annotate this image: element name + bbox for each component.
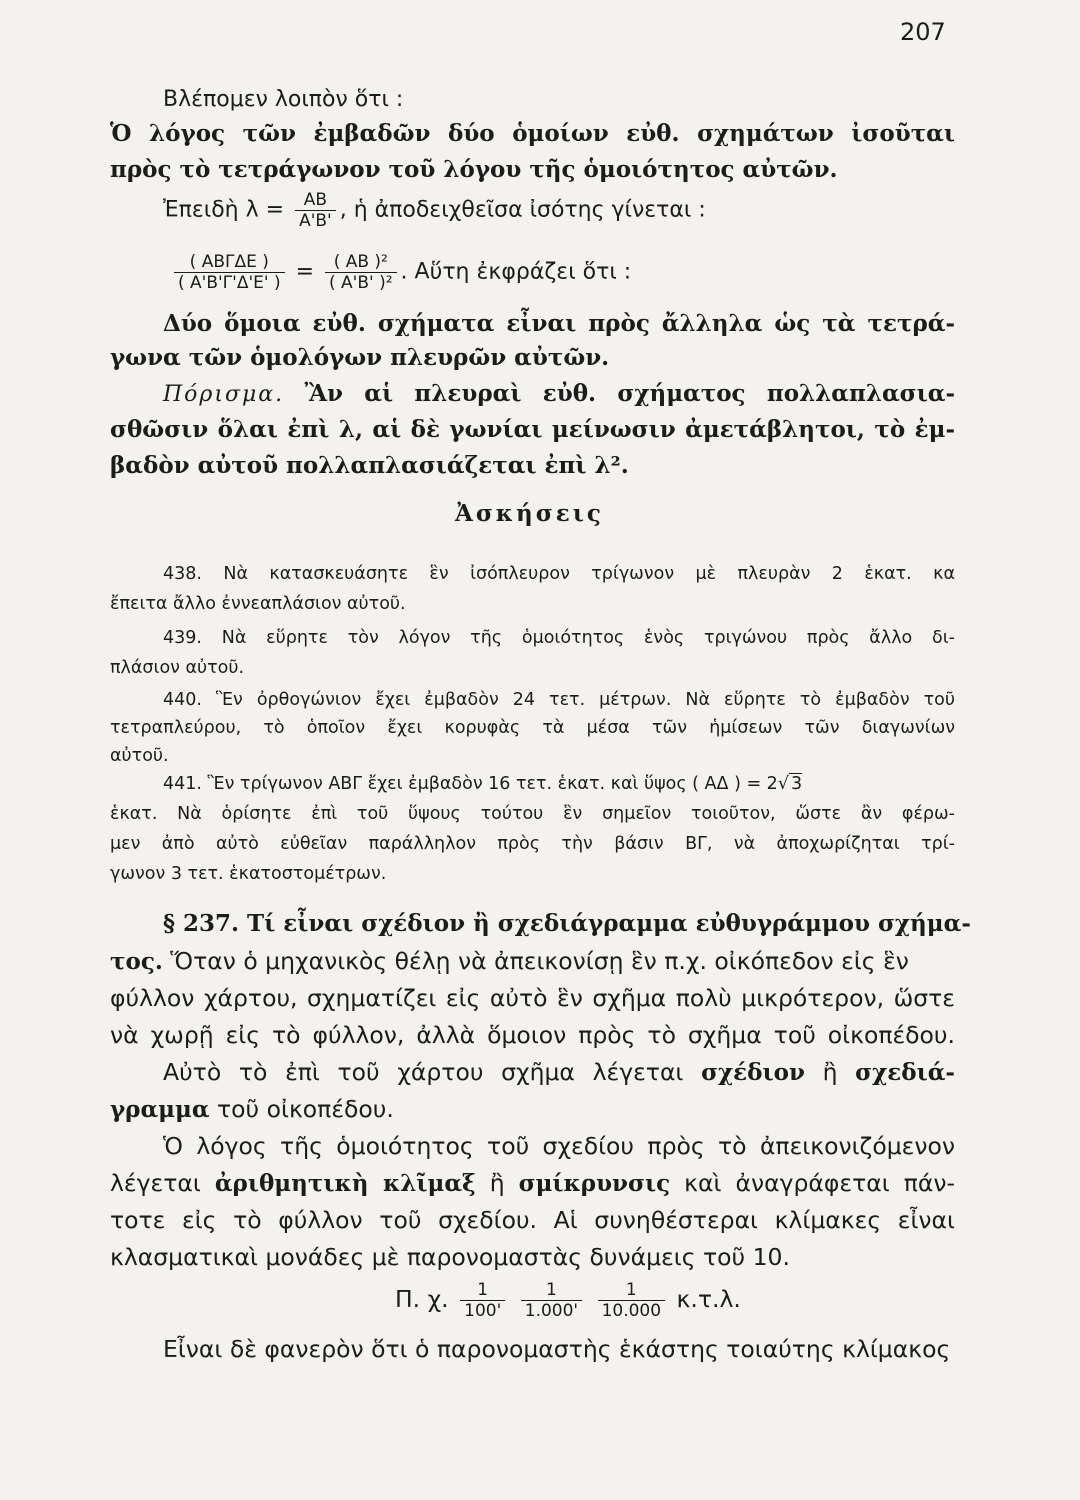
examples-prefix: Π. χ. xyxy=(395,1285,449,1313)
section-237-line-9: τοτε εἰς τὸ φύλλον τοῦ σχεδίου. Αἱ συνηθέστεραι κλίμακες εἶναι xyxy=(110,1206,955,1234)
theorem-line-2: πρὸς τὸ τετράγωνον τοῦ λόγου τῆς ὁμοιότητος αὐτῶν. xyxy=(110,156,838,183)
exercise-439-line-1: 439. Νὰ εὕρητε τὸν λόγον τῆς ὁμοιότητος ἑνὸς τριγώνου πρὸς ἄλλο δι- xyxy=(163,628,955,648)
corollary-line-3: βαδὸν αὐτοῦ πολλαπλασιάζεται ἐπὶ λ². xyxy=(110,452,629,479)
eq2-numerator-1: ( ΑΒΓΔΕ ) xyxy=(174,252,285,273)
eq1-numerator: ΑΒ xyxy=(295,190,336,211)
scale-fraction-100 xyxy=(460,1280,505,1321)
theorem-line-1: Ὁ λόγος τῶν ἐμβαδῶν δύο ὁμοίων εὐθ. σχημάτων ἰσοῦται xyxy=(110,120,955,147)
exercise-440-line-1: 440. Ἓν ὀρθογώνιον ἔχει ἐμβαδὸν 24 τετ. μέτρων. Νὰ εὕρητε τὸ ἐμβαδὸν τοῦ xyxy=(163,690,955,710)
exercise-439-line-2: πλάσιον αὐτοῦ. xyxy=(110,658,245,678)
term-schedion: σχέδιον xyxy=(701,1059,805,1086)
section-237-last-line: Εἶναι δὲ φανερὸν ὅτι ὁ παρονομαστὴς ἑκάστης τοιαύτης κλίμακος xyxy=(163,1335,951,1363)
eq1-suffix: , ἡ ἀποδειχθεῖσα ἰσότης γίνεται : xyxy=(339,197,706,223)
exercise-441-line-4: γωνον 3 τετ. ἑκατοστομέτρων. xyxy=(110,864,387,884)
sqrt-argument: 3 xyxy=(790,774,803,794)
scale-1-numerator: 1 xyxy=(460,1280,505,1301)
eq2-numerator-2: ( ΑΒ )² xyxy=(325,252,397,273)
scale-examples xyxy=(395,1280,741,1321)
equation-1 xyxy=(163,190,706,231)
corollary-line-2: σθῶσιν ὅλαι ἐπὶ λ, αἱ δὲ γωνίαι μείνωσιν ἀμετάβλητοι, τὸ ἐμ- xyxy=(110,416,955,443)
corollary-label: Πόρισμα. xyxy=(163,382,285,407)
scale-fraction-1000 xyxy=(521,1280,582,1321)
scale-fraction-10000 xyxy=(598,1280,665,1321)
eq1-denominator: Α'Β' xyxy=(299,211,332,231)
examples-suffix: κ.τ.λ. xyxy=(676,1285,741,1313)
eq2-denominator-2: ( Α'Β' )² xyxy=(329,273,393,293)
eq2-denominator-1: ( Α'Β'Γ'Δ'Ε' ) xyxy=(178,273,281,293)
conclusion-line-2: γωνα τῶν ὁμολόγων πλευρῶν αὐτῶν. xyxy=(110,344,610,371)
page-number: 207 xyxy=(900,18,946,46)
eq1-prefix: Ἐπειδὴ λ = xyxy=(163,197,285,223)
eq2-equals: = xyxy=(295,259,315,285)
exercise-441-line-3: μεν ἀπὸ αὐτὸ εὐθεῖαν παράλληλον πρὸς τὴν βάσιν ΒΓ, νὰ ἀποχωρίζηται τρί- xyxy=(110,834,955,854)
scale-2-numerator: 1 xyxy=(521,1280,582,1301)
section-237-title: § 237. Τί εἶναι σχέδιον ἢ σχεδιάγραμμα εὐθυγράμμου σχήμα- xyxy=(163,910,971,937)
eq2-suffix: . Αὕτη ἐκφράζει ὅτι : xyxy=(400,259,632,285)
exercise-441-line-2: ἑκατ. Νὰ ὁρίσητε ἐπὶ τοῦ ὕψους τούτου ἓν σημεῖον τοιοῦτον, ὥστε ἂν φέρω- xyxy=(110,804,955,824)
scale-2-denominator: 1.000' xyxy=(524,1301,579,1321)
intro-line: Βλέπομεν λοιπὸν ὅτι : xyxy=(163,87,404,112)
scale-3-denominator: 10.000 xyxy=(601,1301,662,1321)
section-237-line-5 xyxy=(163,1058,955,1087)
scale-1-denominator: 100' xyxy=(464,1301,502,1321)
section-237-title-end: τος. xyxy=(110,948,163,975)
section-237-text-8a: λέγεται xyxy=(110,1169,201,1197)
exercise-438-line-1: 438. Νὰ κατασκευάσητε ἓν ἰσόπλευρον τρίγωνον μὲ πλευρὰν 2 ἑκατ. κα xyxy=(163,564,955,584)
section-237-line-8 xyxy=(110,1169,955,1198)
conclusion-line-1: Δύο ὅμοια εὐθ. σχήματα εἶναι πρὸς ἄλληλα ὡς τὰ τετρά- xyxy=(163,310,955,337)
section-237-line-6 xyxy=(110,1095,394,1124)
section-237-line-3: φύλλον χάρτου, σχηματίζει εἰς αὐτὸ ἓν σχῆμα πολὺ μικρότερον, ὥστε xyxy=(110,984,955,1012)
section-237-or-2: ἢ xyxy=(489,1169,505,1197)
term-arithmetic-scale: ἀριθμητικὴ κλῖμαξ xyxy=(214,1170,476,1197)
exercise-440-line-3: αὐτοῦ. xyxy=(110,746,169,766)
exercises-heading: Ἀσκήσεις xyxy=(455,500,604,527)
section-237-text-8b: καὶ ἀναγράφεται πάν- xyxy=(684,1169,955,1197)
corollary-text-1: Ἂν αἱ πλευραὶ εὐθ. σχήματος πολλαπλασια- xyxy=(304,380,956,407)
exercise-438-line-2: ἔπειτα ἄλλο ἐννεαπλάσιον αὐτοῦ. xyxy=(110,594,406,614)
term-reduction: σμίκρυνσις xyxy=(518,1170,671,1197)
area-ratio-fraction xyxy=(174,252,285,293)
section-237-or-1: ἢ xyxy=(822,1058,838,1086)
section-237-text-5: Αὐτὸ τὸ ἐπὶ τοῦ χάρτου σχῆμα λέγεται xyxy=(163,1058,684,1086)
side-ratio-fraction xyxy=(325,252,397,293)
exercise-441-line-1 xyxy=(163,772,802,796)
exercise-440-line-2: τετραπλεύρου, τὸ ὁποῖον ἔχει κορυφὰς τὰ μέσα τῶν ἡμίσεων τῶν διαγωνίων xyxy=(110,718,955,738)
section-237-line-4: νὰ χωρῇ εἰς τὸ φύλλον, ἀλλὰ ὅμοιον πρὸς τὸ σχῆμα τοῦ οἰκοπέδου. xyxy=(110,1021,955,1049)
exercise-441-text-1: 441. Ἓν τρίγωνον ΑΒΓ ἔχει ἐμβαδὸν 16 τετ. ἑκατ. καὶ ὕψος ( ΑΔ ) = 2 xyxy=(163,774,778,794)
sqrt-symbol: √ xyxy=(777,774,789,794)
section-237-text-2: Ὅταν ὁ μηχανικὸς θέλῃ νὰ ἀπεικονίσῃ ἓν π.χ. οἰκόπεδον εἰς ἓν xyxy=(162,947,909,975)
section-237-text-6: τοῦ οἰκοπέδου. xyxy=(209,1095,394,1123)
term-schediagramma: σχεδιά- xyxy=(855,1059,955,1086)
scale-3-numerator: 1 xyxy=(598,1280,665,1301)
lambda-fraction xyxy=(295,190,336,231)
equation-2 xyxy=(170,252,631,293)
section-237-line-2 xyxy=(110,947,909,976)
corollary-line-1 xyxy=(163,380,955,409)
term-schediagramma-end: γραμμα xyxy=(110,1096,210,1123)
section-237-line-7: Ὁ λόγος τῆς ὁμοιότητος τοῦ σχεδίου πρὸς τὸ ἀπεικονιζόμενον xyxy=(163,1132,955,1160)
section-237-line-10: κλασματικαὶ μονάδες μὲ παρονομαστὰς δυνάμεις τοῦ 10. xyxy=(110,1243,790,1271)
